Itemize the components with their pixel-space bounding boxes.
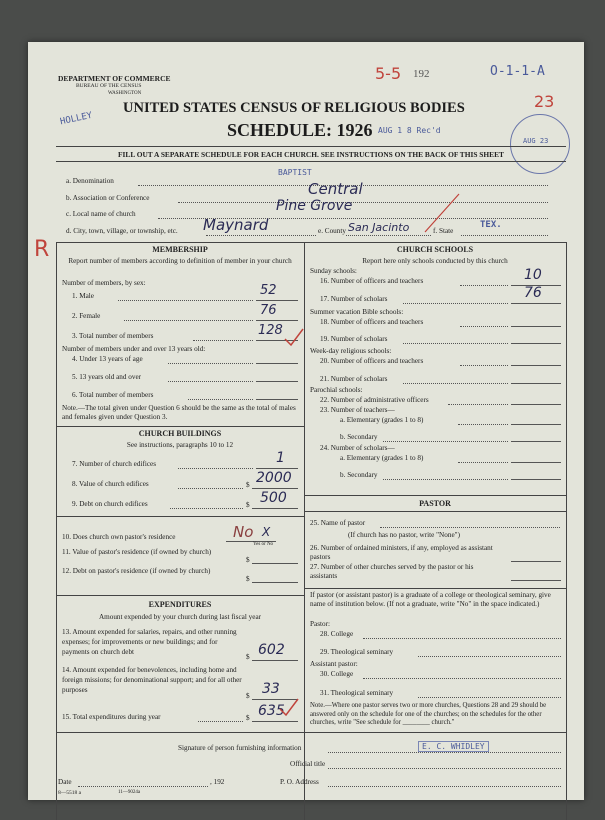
q5-label: 5. 13 years old and over: [72, 373, 142, 381]
red-checkmark-icon: [278, 697, 300, 719]
red-r-mark: R: [34, 237, 50, 262]
signature-stamp: E. C. WHIDLEY: [418, 741, 489, 752]
local-name-value: Pine Grove: [276, 198, 353, 214]
official-title-label: Official title: [290, 760, 326, 768]
q4-label: 4. Under 13 years of age: [72, 355, 143, 363]
weekday-schools-label: Week-day religious schools:: [310, 347, 392, 355]
q22-label: 22. Number of administrative officers: [320, 396, 429, 404]
county-value: San Jacinto: [348, 221, 410, 234]
q23-label: 23. Number of teachers—: [320, 406, 395, 414]
q20-label: 20. Number of officers and teachers: [320, 357, 424, 365]
q13-label: 13. Amount expended for salaries, repairs, and other running expenses; for improvements or new buildings; and for payments on church debt: [62, 628, 237, 656]
field-a-label: a. Denomination: [66, 177, 114, 185]
q7-label: 7. Number of church edifices: [72, 460, 157, 468]
q14-label: 14. Amount expended for benevolences, including home and foreign missions; for denominational support; and for all other purposes: [62, 666, 242, 694]
q18-label: 18. Number of officers and teachers: [320, 318, 424, 326]
buildings-intro: See instructions, paragraphs 10 to 12: [126, 441, 234, 449]
q8-value: 2000: [256, 470, 292, 486]
q30-label: 30. College: [320, 670, 354, 678]
q3-label: 3. Total number of members: [72, 332, 154, 340]
po-address-label: P. O. Address: [280, 778, 319, 786]
pastor-note: Note.—Where one pastor serves two or more churches, Questions 28 and 29 should be answered only on the schedule for one of the churches; on the schedules for the other churches, write "See schedule for ________ church.": [310, 702, 547, 726]
field-b-label: b. Association or Conference: [66, 194, 150, 202]
red-number: 5-5: [375, 64, 402, 83]
sunday-schools-label: Sunday schools:: [310, 267, 357, 275]
q1-label: 1. Male: [72, 292, 94, 300]
q8-label: 8. Value of church edifices: [72, 480, 149, 488]
q15-value: 635: [258, 703, 285, 719]
field-e-label: e. County: [318, 227, 346, 235]
field-c-label: c. Local name of church: [66, 210, 136, 218]
bureau-label: BUREAU OF THE CENSUS: [76, 83, 142, 89]
membership-sub2: Number of members under and over 13 years old:: [62, 345, 206, 353]
pastor-title: PASTOR: [419, 499, 451, 508]
city-label: WASHINGTON: [108, 91, 142, 96]
q10-value: No: [233, 523, 254, 541]
expenditures-intro: Amount expended by your church during last fiscal year: [98, 613, 262, 621]
q9-label: 9. Debt on church edifices: [72, 500, 148, 508]
membership-note: Note.—The total given under Question 6 should be the same as the total of males and females given under Question 3.: [62, 404, 296, 421]
buildings-title: CHURCH BUILDINGS: [138, 429, 222, 438]
q7-value: 1: [276, 450, 285, 466]
q2-label: 2. Female: [72, 312, 101, 320]
pastor-sub-label: Pastor:: [310, 620, 330, 628]
denomination-value: BAPTIST: [278, 168, 312, 177]
code-stamp: O-1-1-A: [490, 64, 545, 79]
census-schedule-sheet: DEPARTMENT OF COMMERCE BUREAU OF THE CENSUS WASHINGTON UNITED STATES CENSUS OF RELIGIOUS BODIES SCHEDULE: 1926 HOLLEY AUG 1 8 Rec'd 5-5 192 O-1-1-A 23 AUG 23 FILL OUT A SEPARATE SCHEDULE FOR EACH CHURCH. SEE INSTRUCTIONS ON THE BACK OF THIS SHEET a. Denomination BAPTIST b. Association or Conference Central c. Local name of church Pine Grove d. City, town, village, or township, etc. Maynard e. County San Jacinto f. State TEX. R MEMBERSHIP Report number of members according to definition of member in your church Number of members, by sex: 1. Male 52 2. Female 76 3. Total number of members 128 Number of members under and over 13 years old: 4. Under 13 years of age 5. 13 years old and over 6. Total number of members Note.—The total given under Question 6 should be the same as the total of males and females given under Question 3. CHURCH BUILDINGS See instructions, paragraphs 10 to 12 7. Number of church edifices 1 8. Value of church edifices $ 2000 9. Debt on church edifices $ 500 10. Does church own pastor's residence No X Yes or No 11. Value of pastor's residence (if owned by church) $ 12. Debt on pastor's residence (if owned by church) $ EXPENDITURES Amount expended by your church during last fiscal year 13. Amount expended for salaries, repairs, and other running expenses; for improvements or new buildings; and for payments on church debt $ 602 14. Amount expended for benevolences, including home and foreign missions; for denominational support; and for all other purposes $ 33 15. Total expenditures during year $ 635 CHURCH SCHOOLS Report here only schools conducted by this church Sunday schools: 16. Number of officers and teachers 10 17. Number of scholars 76 Summer vacation Bible schools: 18. Number of officers and teachers 19. Number of scholars Week-day religious schools: 20. Number of officers and teachers 21. Number of scholars Parochial schools: 22. Number of administrative officers 23. Number of teachers— a. Elementary (grades 1 to 8) b. Secondary 24. Number of scholars— a. Elementary (grades 1 to 8) b. Secondary PASTOR 25. Name of pastor (If church has no pastor, write "None") 26. Number of ordained ministers, if any, employed as assistant pastors 27. Number of other churches served by the pastor or his assistants If pastor (or assistant pastor) is a graduate of a college or theological seminary, give name of institution below. (If not a graduate, write "No" in the space indicated.) Pastor: 28. College 29. Theological seminary Assistant pastor: 30. College 31. Theological seminary Note.—Where one pastor serves two or more churches, Questions 28 and 29 should be answered only on the schedule for one of the churches; on the schedules for the other churches, write "See schedule for ________ church." Signature of person furnishing information E. C. WHIDLEY Official title Date , 192 P. O. Address 8—5518 a 11—9024a: [28, 42, 584, 800]
q24b-label: b. Secondary: [340, 471, 378, 479]
association-value: Central: [308, 180, 363, 198]
q1-value: 52: [260, 283, 277, 298]
q24a-label: a. Elementary (grades 1 to 8): [340, 454, 424, 462]
q13-value: 602: [258, 642, 285, 658]
pastor-grad-intro: If pastor (or assistant pastor) is a graduate of a college or theological seminary, give name of institution below. (If not a graduate, write "No" in the space indicated.): [310, 591, 551, 608]
received-stamp: AUG 1 8 Rec'd: [378, 126, 441, 135]
membership-intro: Report number of members according to definition of member in your church: [68, 257, 292, 265]
expenditures-title: EXPENDITURES: [148, 600, 212, 609]
field-d-label: d. City, town, village, or township, etc.: [66, 227, 178, 235]
q23a-label: a. Elementary (grades 1 to 8): [340, 416, 424, 424]
city-value: Maynard: [203, 216, 269, 234]
q25-label: 25. Name of pastor: [310, 519, 366, 527]
schools-title: CHURCH SCHOOLS: [396, 245, 474, 254]
q31-label: 31. Theological seminary: [320, 689, 394, 697]
membership-title: MEMBERSHIP: [152, 245, 208, 254]
q21-label: 21. Number of scholars: [320, 375, 388, 383]
q28-label: 28. College: [320, 630, 354, 638]
state-value: TEX.: [480, 220, 502, 230]
date-label: Date: [58, 778, 72, 786]
q14-value: 33: [262, 681, 280, 697]
field-f-label: f. State: [433, 227, 454, 235]
parochial-schools-label: Parochial schools:: [310, 386, 363, 394]
red-pen-stroke: [423, 192, 463, 237]
holley-stamp: HOLLEY: [59, 110, 94, 128]
round-stamp: AUG 23: [510, 114, 570, 174]
form-number: 8—5518 a: [58, 790, 82, 796]
q23b-label: b. Secondary: [340, 433, 378, 441]
form-title: UNITED STATES CENSUS OF RELIGIOUS BODIES: [123, 100, 465, 116]
q9-value: 500: [260, 490, 287, 506]
q10-x-mark: X: [262, 525, 271, 539]
q11-label: 11. Value of pastor's residence (if owned by church): [62, 548, 212, 556]
q26-label: 26. Number of ordained ministers, if any, employed as assistant pastors: [310, 544, 493, 561]
schedule-title: SCHEDULE: 1926: [227, 120, 373, 140]
q16-label: 16. Number of officers and teachers: [320, 277, 424, 285]
assistant-pastor-label: Assistant pastor:: [310, 660, 358, 668]
q12-label: 12. Debt on pastor's residence (if owned by church): [62, 567, 211, 575]
date-year: , 192: [210, 778, 225, 786]
q2-value: 76: [260, 303, 277, 318]
signature-label: Signature of person furnishing information: [178, 744, 302, 752]
q19-label: 19. Number of scholars: [320, 335, 388, 343]
yes-or-no-hint: Yes or No: [253, 542, 274, 547]
q25-hint: (If church has no pastor, write "None"): [348, 531, 460, 539]
print-code: 11—9024a: [118, 790, 141, 795]
q10-label: 10. Does church own pastor's residence: [62, 533, 176, 541]
instructions-bar: FILL OUT A SEPARATE SCHEDULE FOR EACH CHURCH. SEE INSTRUCTIONS ON THE BACK OF THIS SHEET: [118, 150, 504, 159]
membership-sub1: Number of members, by sex:: [62, 279, 146, 287]
q17-value: 76: [524, 285, 542, 301]
red-23: 23: [534, 92, 555, 111]
q17-label: 17. Number of scholars: [320, 295, 388, 303]
q15-label: 15. Total expenditures during year: [62, 713, 161, 721]
department-label: DEPARTMENT OF COMMERCE: [58, 74, 171, 83]
schools-intro: Report here only schools conducted by this church: [362, 257, 508, 265]
q29-label: 29. Theological seminary: [320, 648, 394, 656]
red-checkmark-icon: [283, 327, 305, 349]
vacation-schools-label: Summer vacation Bible schools:: [310, 308, 404, 316]
year-192: 192: [413, 68, 430, 80]
q6-label: 6. Total number of members: [72, 391, 154, 399]
q3-value: 128: [258, 323, 283, 338]
q16-value: 10: [524, 267, 542, 283]
q27-label: 27. Number of other churches served by the pastor or his assistants: [310, 563, 474, 580]
q24-label: 24. Number of scholars—: [320, 444, 395, 452]
